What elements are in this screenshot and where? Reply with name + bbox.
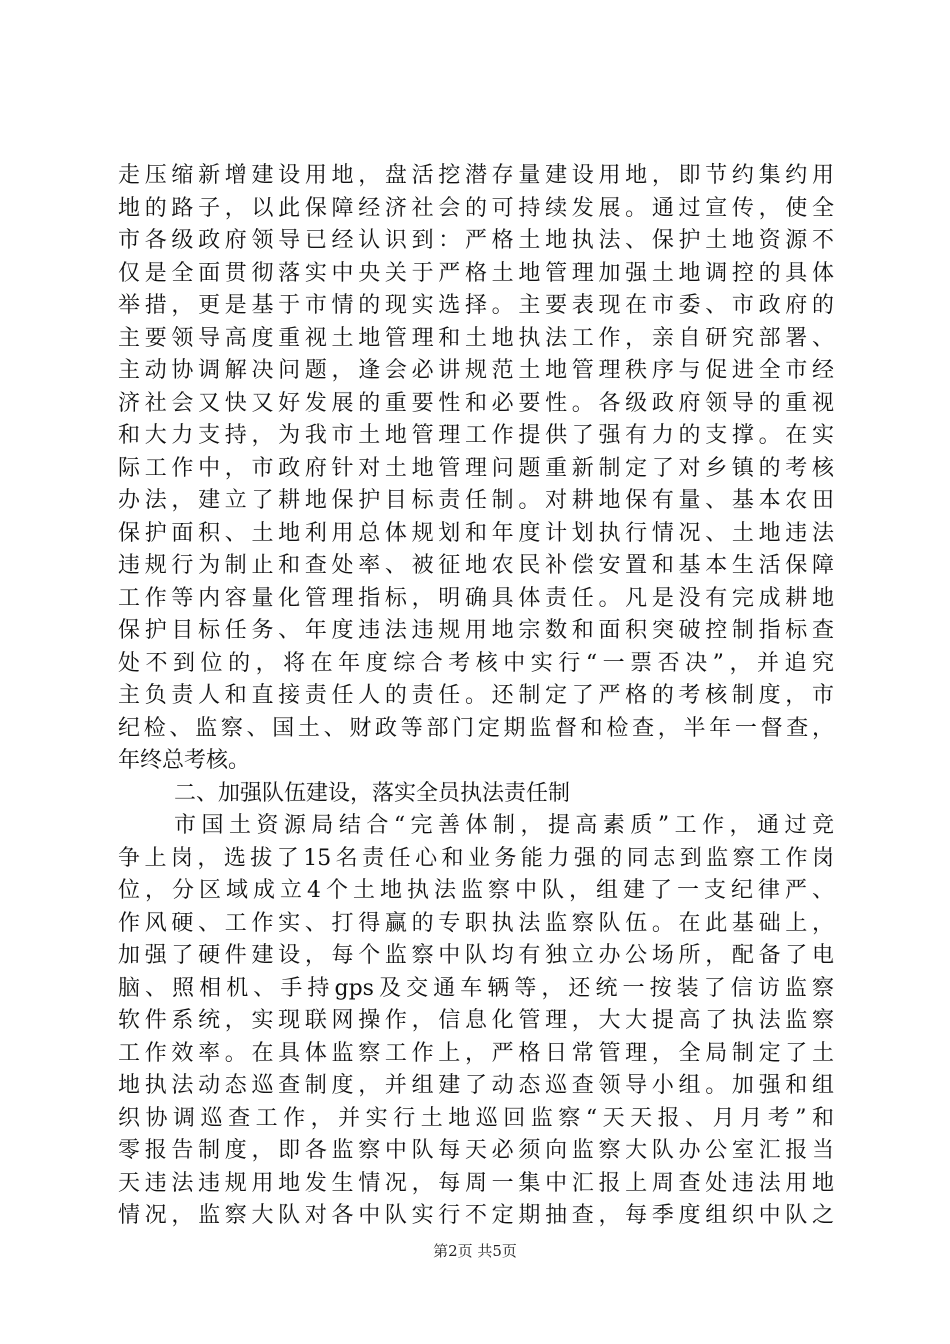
text-line: 违规行为制止和查处率、被征地农民补偿安置和基本生活保障 bbox=[118, 553, 834, 578]
text-line: 作风硬、工作实、打得赢的专职执法监察队伍。在此基础上， bbox=[118, 910, 834, 936]
text-line: 走压缩新增建设用地，盘活挖潜存量建设用地，即节约集约用 bbox=[118, 163, 834, 188]
text-line: 零报告制度，即各监察中队每天必须向监察大队办公室汇报当 bbox=[118, 1138, 834, 1163]
text-line: 市各级政府领导已经认识到：严格土地执法、保护土地资源不 bbox=[118, 228, 834, 253]
text-line: 年终总考核。 bbox=[118, 748, 251, 773]
text-line: 织协调巡查工作，并实行土地巡回监察“天天报、月月考”和 bbox=[118, 1105, 834, 1131]
text-line: 纪检、监察、国土、财政等部门定期监督和检查，半年一督查， bbox=[118, 715, 834, 741]
text-line: 地的路子，以此保障经济社会的可持续发展。通过宣传，使全 bbox=[118, 195, 834, 221]
text-line: 仅是全面贯彻落实中央关于严格土地管理加强土地调控的具体 bbox=[118, 260, 834, 286]
text-line: 争上岗，选拔了15名责任心和业务能力强的同志到监察工作岗 bbox=[118, 845, 834, 871]
text-line: 处不到位的，将在年度综合考核中实行“一票否决”，并追究 bbox=[118, 650, 834, 676]
text-line: 办法，建立了耕地保护目标责任制。对耕地保有量、基本农田 bbox=[118, 488, 834, 513]
text-line: 济社会又快又好发展的重要性和必要性。各级政府领导的重视 bbox=[118, 390, 834, 416]
text-line: 主负责人和直接责任人的责任。还制定了严格的考核制度，市 bbox=[118, 683, 834, 708]
text-line: 工作效率。在具体监察工作上，严格日常管理，全局制定了土 bbox=[118, 1040, 834, 1066]
section-heading: 二、加强队伍建设，落实全员执法责任制 bbox=[174, 780, 571, 806]
body-text bbox=[118, 160, 834, 1233]
text-line: 主要领导高度重视土地管理和土地执法工作，亲自研究部署、 bbox=[118, 325, 834, 351]
text-line: 工作等内容量化管理指标，明确具体责任。凡是没有完成耕地 bbox=[118, 585, 834, 611]
text-line: 举措，更是基于市情的现实选择。主要表现在市委、市政府的 bbox=[118, 293, 834, 318]
page-number: 第2页 共5页 bbox=[433, 1242, 517, 1260]
text-line: 情况，监察大队对各中队实行不定期抽查，每季度组织中队之 bbox=[118, 1203, 834, 1228]
text-line: 保护目标任务、年度违法违规用地宗数和面积突破控制指标查 bbox=[118, 618, 834, 643]
text-line: 和大力支持，为我市土地管理工作提供了强有力的支撑。在实 bbox=[118, 423, 834, 448]
text-line: 际工作中，市政府针对土地管理问题重新制定了对乡镇的考核 bbox=[118, 455, 834, 481]
text-line: 主动协调解决问题，逢会必讲规范土地管理秩序与促进全市经 bbox=[118, 358, 834, 383]
text-line: 天违法违规用地发生情况，每周一集中汇报上周查处违法用地 bbox=[118, 1170, 834, 1196]
text-line: 市国土资源局结合“完善体制，提高素质”工作，通过竞 bbox=[174, 813, 834, 838]
text-line: 脑、照相机、手持gps及交通车辆等，还统一按装了信访监察 bbox=[118, 975, 834, 1001]
text-line: 地执法动态巡查制度，并组建了动态巡查领导小组。加强和组 bbox=[118, 1073, 834, 1098]
text-line: 位，分区域成立4个土地执法监察中队，组建了一支纪律严、 bbox=[118, 878, 834, 903]
text-line: 软件系统，实现联网操作，信息化管理，大大提高了执法监察 bbox=[118, 1008, 834, 1033]
text-line: 加强了硬件建设，每个监察中队均有独立办公场所，配备了电 bbox=[118, 943, 834, 968]
text-line: 保护面积、土地利用总体规划和年度计划执行情况、土地违法 bbox=[118, 520, 834, 546]
